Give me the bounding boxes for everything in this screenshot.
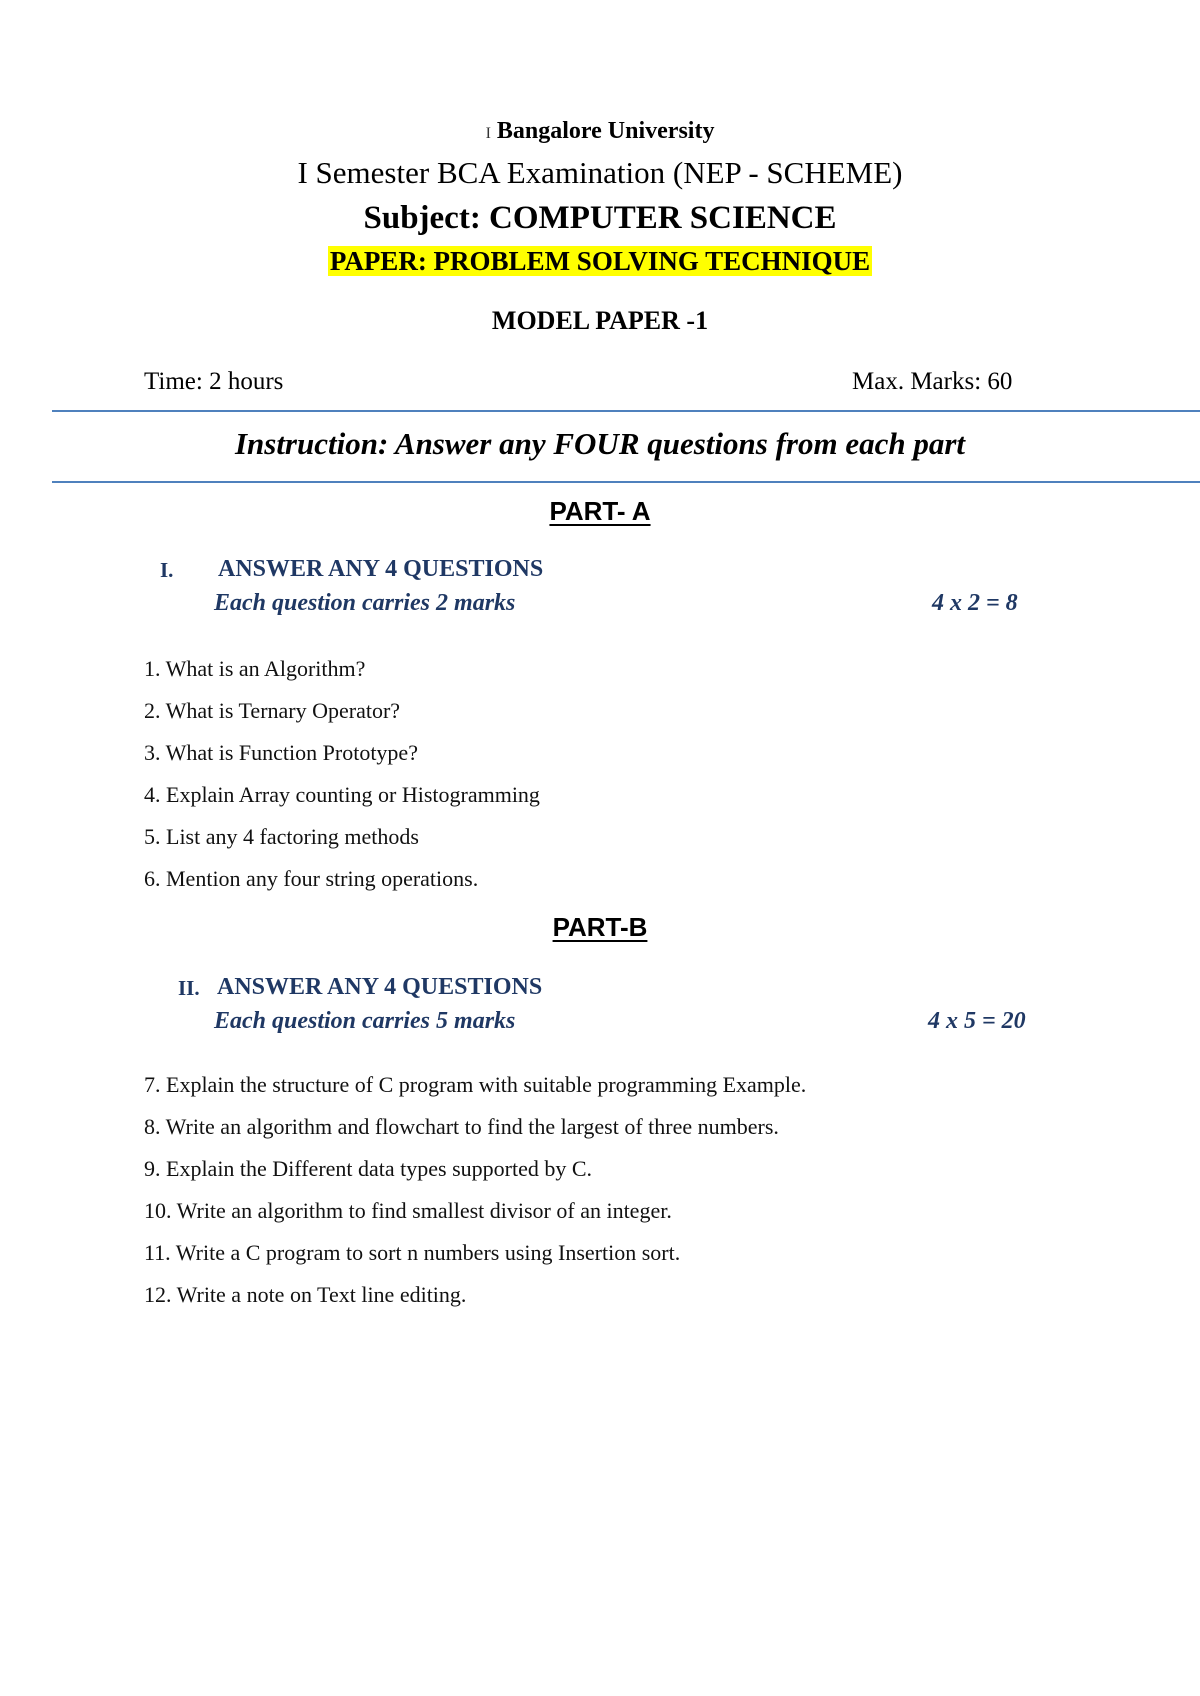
question-item: 1. What is an Algorithm? [144, 656, 366, 681]
instruction-text: Instruction: Answer any FOUR questions from each part [234, 426, 966, 461]
part-a-title-wrap [0, 496, 1200, 527]
university-name: Bangalore University [496, 118, 715, 144]
question-item: 4. Explain Array counting or Histogramming [144, 782, 540, 807]
part-a-marks: 4 x 2 = 8 [932, 590, 1018, 616]
bottom-divider [52, 481, 1200, 483]
part-a-subheading: Each question carries 2 marks [214, 590, 516, 616]
part-b-title: PART-B [552, 912, 648, 942]
question-item: 5. List any 4 factoring methods [144, 824, 419, 849]
university-title [0, 118, 1200, 145]
paper-title: PAPER: PROBLEM SOLVING TECHNIQUE [329, 246, 871, 276]
part-b-subheading: Each question carries 5 marks [214, 1008, 516, 1034]
question-item: 8. Write an algorithm and flowchart to find the largest of three numbers. [144, 1114, 779, 1139]
part-b-roman: II. [178, 976, 200, 1000]
part-b-marks: 4 x 5 = 20 [928, 1008, 1026, 1034]
question-item: 12. Write a note on Text line editing. [144, 1282, 467, 1307]
max-marks-label: Max. Marks: 60 [852, 368, 1013, 395]
time-label: Time: 2 hours [144, 368, 284, 395]
question-item: 6. Mention any four string operations. [144, 866, 479, 891]
question-item: 9. Explain the Different data types supported by C. [144, 1156, 593, 1181]
question-item: 2. What is Ternary Operator? [144, 698, 401, 723]
part-b-heading: ANSWER ANY 4 QUESTIONS [217, 974, 543, 1000]
subject-title: Subject: COMPUTER SCIENCE [363, 200, 837, 236]
part-a-title: PART- A [549, 496, 651, 526]
question-item: 11. Write a C program to sort n numbers using Insertion sort. [144, 1240, 681, 1265]
part-a-heading: ANSWER ANY 4 QUESTIONS [218, 556, 544, 582]
question-item: 7. Explain the structure of C program with suitable programming Example. [144, 1072, 807, 1097]
semester-title: I Semester BCA Examination (NEP - SCHEME) [297, 155, 903, 190]
question-item: 3. What is Function Prototype? [144, 740, 418, 765]
part-a-roman: I. [160, 558, 174, 582]
top-divider [52, 410, 1200, 412]
model-paper-title: MODEL PAPER -1 [491, 306, 709, 335]
paper-title-wrap [0, 246, 1200, 277]
part-b-title-wrap [0, 912, 1200, 943]
stray-mark: I [485, 125, 491, 142]
question-item: 10. Write an algorithm to find smallest divisor of an integer. [144, 1198, 672, 1223]
